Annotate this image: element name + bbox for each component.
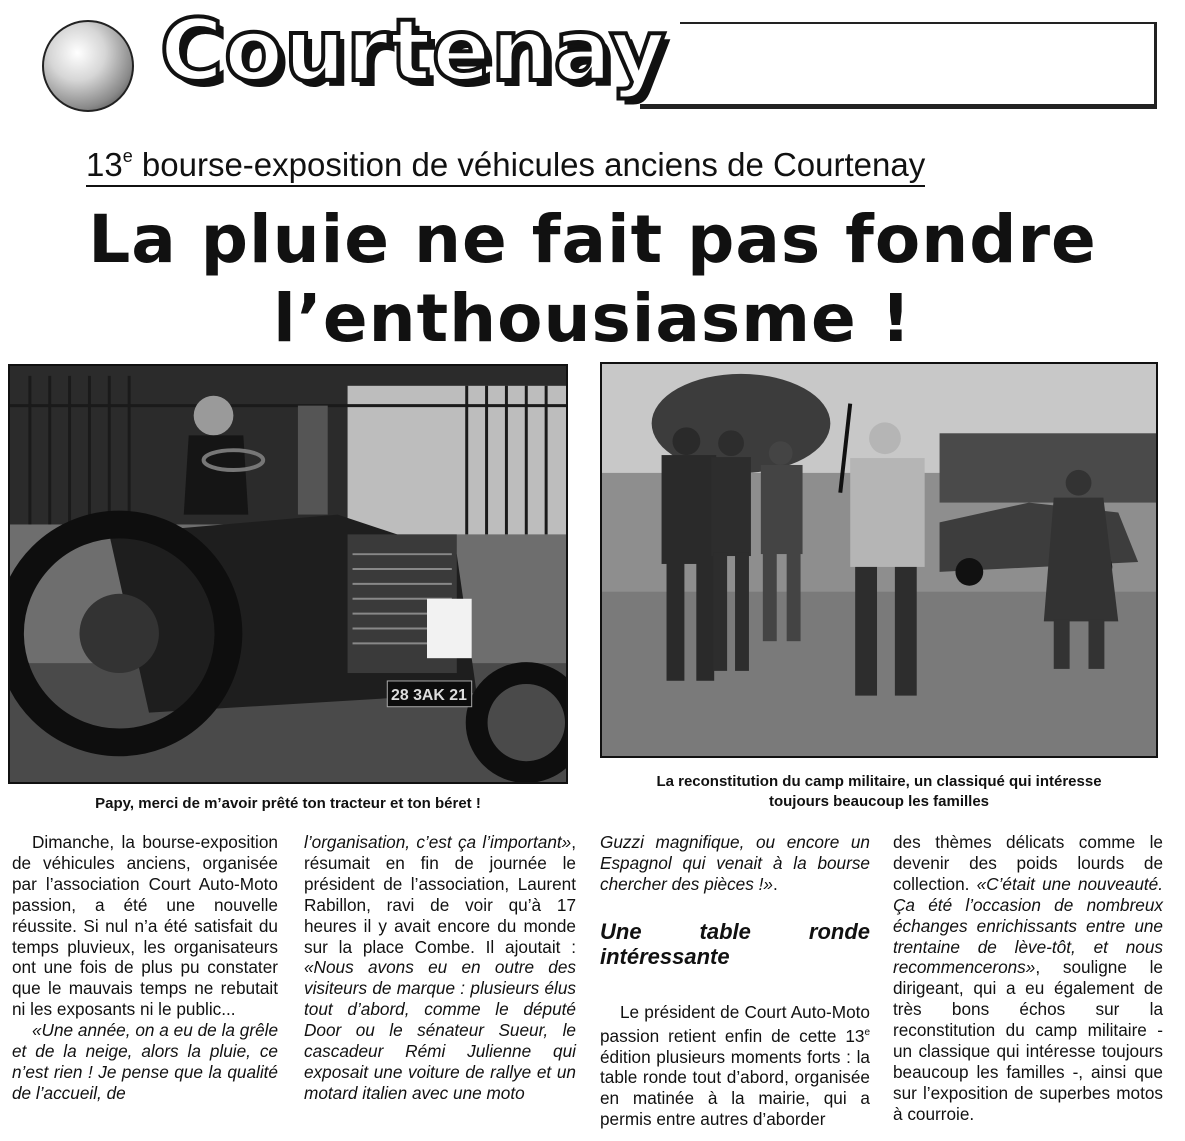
masthead-rule xyxy=(680,22,1155,24)
kicker-superscript: e xyxy=(122,146,133,166)
tractor-plate: 28 3AK 21 xyxy=(391,686,467,704)
quote-text: «C’était une nouveauté. Ça été l’occasion de nombreux échanges enrichissants entre une trentaine de lève-tôt, et nous recommencerons» xyxy=(893,873,1163,978)
headline-line-1: La pluie ne fait pas fondre xyxy=(88,201,1097,278)
body-text: . xyxy=(772,873,778,894)
body-text: , souligne le dirigeant, qui a eu également de très bons échos sur la reconstitution du camp militaire - un classique qui intéresse toujours beaucoup les familles -, ainsi que sur l’exposition de superbes motos à courroie. xyxy=(893,957,1163,1124)
headline-line-2: l’enthousiasme ! xyxy=(273,280,912,358)
masthead-rule-bottom xyxy=(640,104,1157,109)
quote-text: «Une année, on a eu de la grêle et de la neige, alors la pluie, ce n’est rien ! Je pense que la qualité de l’accueil, de xyxy=(12,1020,278,1103)
article-headline xyxy=(0,200,1185,358)
tractor-photo-caption: Papy, merci de m’avoir prêté ton tracteur et ton béret ! xyxy=(95,795,481,812)
body-text: , résumait en fin de journée le président de l’association, Laurent Rabillon, ravi de voir qu’à 17 heures il y avait encore du monde sur la place Combe. Il ajoutait : xyxy=(304,832,576,957)
quote-paragraph xyxy=(12,1020,278,1104)
paragraph: Dimanche, la bourse-exposition de véhicules anciens, organisée par l’association Court Auto-Moto passion, a été une nouvelle réussite. Si nul n’a été satisfait du temps pluvieux, les organisateurs ont une fois de plus pu constater que le mauvais temps ne rebutait ni les exposants ni le public... xyxy=(12,832,278,1020)
body-text: des thèmes délicats comme le devenir des poids lourds de collection. xyxy=(893,832,1163,894)
body-text: édition plusieurs moments forts : la table ronde tout d’abord, organisée en matinée à la mairie, qui a permis entre autres d’aborder xyxy=(600,1046,870,1130)
quote-text: «Nous avons eu en outre des visiteurs de marque : plusieurs élus tout d’abord, comme le député Door ou le sénateur Sueur, le cascadeur Rémi Julienne qui exposait une voiture de rallye et un motard italien avec une moto xyxy=(304,957,576,1103)
kicker-text: bourse-exposition de véhicules anciens de Courtenay xyxy=(132,146,926,183)
article-column-4 xyxy=(893,832,1163,1125)
military-caption-line-1: La reconstitution du camp militaire, un classiqué qui intéresse xyxy=(656,773,1102,790)
quote-text: Guzzi magnifique, ou encore un Espagnol qui venait à la bourse chercher des pièces !» xyxy=(600,832,870,894)
quote-text: l’organisation, c’est ça l’important» xyxy=(304,832,572,852)
military-camp-photo xyxy=(600,362,1158,758)
military-camp-photo-caption xyxy=(600,772,1158,811)
kicker-number: 13 xyxy=(86,146,123,183)
article-column-3 xyxy=(600,832,870,1130)
article-kicker xyxy=(86,146,925,187)
paragraph xyxy=(600,832,870,895)
tractor-photo-illustration xyxy=(10,366,566,782)
masthead-globe-logo xyxy=(42,20,134,112)
article-column-1 xyxy=(12,832,278,1104)
paragraph xyxy=(893,832,1163,1125)
article-column-2 xyxy=(304,832,576,1104)
military-caption-line-2: toujours beaucoup les familles xyxy=(768,792,990,810)
tractor-photo xyxy=(8,364,568,784)
section-subhead: Une table ronde intéressante xyxy=(600,918,870,969)
body-text: Le président de Court Auto-Moto passion retient enfin de cette 13 xyxy=(600,1001,870,1046)
paragraph xyxy=(600,1002,870,1130)
masthead xyxy=(0,0,1185,120)
superscript: e xyxy=(864,1026,870,1038)
paragraph xyxy=(304,832,576,1104)
military-camp-photo-illustration xyxy=(602,364,1156,756)
masthead-title: Courtenay xyxy=(160,1,667,101)
masthead-rule-right xyxy=(1154,22,1157,107)
